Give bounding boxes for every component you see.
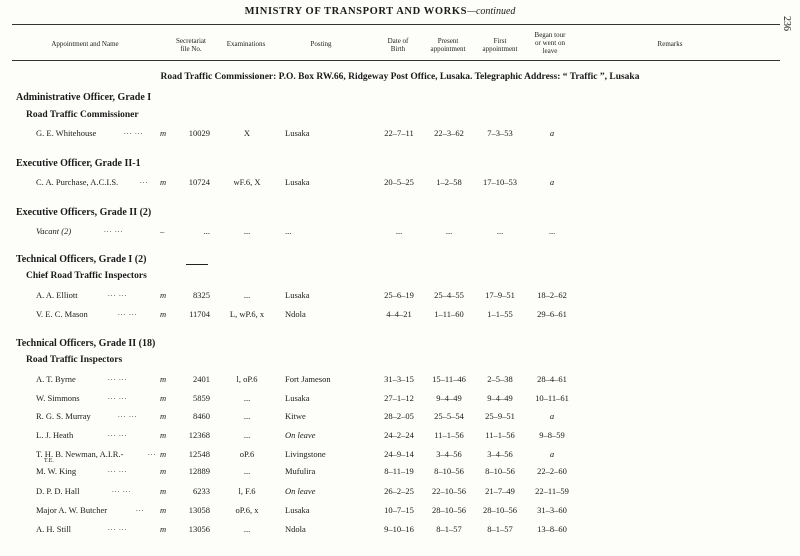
row-dots: ... ... xyxy=(112,486,132,494)
row-posting: Lusaka xyxy=(285,128,310,138)
col-birth xyxy=(378,37,418,53)
row-name: A. H. Still xyxy=(36,524,71,534)
col-present-line2: appointment xyxy=(430,45,466,53)
row-posting: Lusaka xyxy=(285,393,310,403)
page-number: 236 xyxy=(781,16,792,31)
row-name: Major A. W. Butcher xyxy=(36,505,108,515)
header-rule-bottom xyxy=(12,60,780,61)
row-leave: 10–11–61 xyxy=(535,393,569,403)
row-first: 28–10–56 xyxy=(483,505,517,515)
post-road-traffic-inspectors: Road Traffic Inspectors xyxy=(26,355,123,365)
section-exec-officers-ii: Executive Officers, Grade II (2) xyxy=(16,207,152,218)
table-row xyxy=(0,411,790,431)
continued-label: —continued xyxy=(467,6,516,17)
col-birth-line1: Date of xyxy=(387,37,409,45)
row-marital: m xyxy=(160,128,167,138)
row-file-no: 10724 xyxy=(188,177,210,187)
table-row xyxy=(0,226,790,246)
row-marital: m xyxy=(160,466,167,476)
row-birth: 25–6–19 xyxy=(384,290,414,300)
row-dots: ... ... xyxy=(124,128,144,136)
row-first: 8–1–57 xyxy=(487,524,513,534)
row-dots: ... xyxy=(136,505,145,513)
row-first: 25–9–51 xyxy=(485,411,515,421)
row-exams: oP.6 xyxy=(239,449,255,459)
row-file-no: 11704 xyxy=(189,309,210,319)
row-marital: m xyxy=(160,374,167,384)
table-row xyxy=(0,486,790,506)
row-exams: X xyxy=(243,128,251,138)
row-present: 15–11–46 xyxy=(432,374,466,384)
col-file-line1: Secretariat xyxy=(176,37,206,45)
row-dots: ... ... xyxy=(108,374,128,382)
col-first-line1: First xyxy=(493,37,507,45)
row-dots: ... ... xyxy=(108,290,128,298)
page-title xyxy=(0,6,760,17)
row-first: 7–3–53 xyxy=(487,128,513,138)
row-posting: Livingstone xyxy=(285,449,326,459)
row-file-no: 6233 xyxy=(193,486,210,496)
row-dots: ... ... xyxy=(108,524,128,532)
row-marital: m xyxy=(160,524,167,534)
row-leave: 29–6–61 xyxy=(537,309,567,319)
row-exams: ... xyxy=(243,466,251,476)
row-birth: 24–9–14 xyxy=(384,449,414,459)
section-exec-officer-ii1: Executive Officer, Grade II-1 xyxy=(16,158,141,169)
section-admin-officer: Administrative Officer, Grade I xyxy=(16,92,152,103)
row-present: 11–1–56 xyxy=(434,430,464,440)
col-first-line2: appointment xyxy=(482,45,518,53)
col-present xyxy=(420,37,476,53)
row-birth: 10–7–15 xyxy=(384,505,414,515)
row-name: D. P. D. Hall xyxy=(36,486,80,496)
row-file-no: ... xyxy=(203,226,210,236)
row-marital: m xyxy=(160,393,167,403)
table-row xyxy=(0,430,790,450)
table-row xyxy=(0,393,790,413)
row-dots: ... ... xyxy=(108,466,128,474)
row-file-no: 2401 xyxy=(193,374,210,384)
row-present: 22–10–56 xyxy=(432,486,466,496)
row-file-no: 13058 xyxy=(188,505,210,515)
row-file-no: 8460 xyxy=(193,411,210,421)
post-chief-inspectors: Chief Road Traffic Inspectors xyxy=(26,271,147,281)
row-exams: ... xyxy=(243,290,251,300)
row-present: 25–5–54 xyxy=(434,411,464,421)
table-row xyxy=(0,309,790,329)
row-posting: Lusaka xyxy=(285,505,310,515)
row-file-no: 12368 xyxy=(188,430,210,440)
newman-note: T.E. xyxy=(44,458,54,464)
row-posting: On leave xyxy=(285,430,316,440)
col-appointment: Appointment and Name xyxy=(51,40,119,48)
table-row xyxy=(0,374,790,394)
underline-mark xyxy=(186,264,208,265)
row-leave: 28–4–61 xyxy=(537,374,567,384)
row-birth: 28–2–05 xyxy=(384,411,414,421)
row-present: 28–10–56 xyxy=(432,505,466,515)
row-posting: Lusaka xyxy=(285,177,310,187)
row-marital: m xyxy=(160,449,167,459)
row-first: 8–10–56 xyxy=(485,466,515,476)
col-birth-line2: Birth xyxy=(390,45,406,53)
row-name: Vacant (2) xyxy=(36,226,72,236)
row-marital: m xyxy=(160,486,167,496)
office-banner: Road Traffic Commissioner: P.O. Box RW.66, Ridgeway Post Office, Lusaka. Telegraphic Address: “ Traffic ”, Lusaka xyxy=(160,72,640,82)
row-birth: 27–1–12 xyxy=(384,393,414,403)
row-present: 22–3–62 xyxy=(434,128,464,138)
col-exams: Examinations xyxy=(226,40,266,48)
row-present: 25–4–55 xyxy=(434,290,464,300)
row-exams: ... xyxy=(243,411,251,421)
table-row xyxy=(0,466,790,486)
col-leave xyxy=(524,31,576,55)
row-posting: On leave xyxy=(285,486,316,496)
ministry-title: MINISTRY OF TRANSPORT AND WORKS xyxy=(244,6,468,17)
row-leave: 22–2–60 xyxy=(537,466,567,476)
row-leave: 13–8–60 xyxy=(537,524,567,534)
col-leave-line2: or went on xyxy=(535,39,565,47)
row-marital: m xyxy=(160,430,167,440)
row-name: V. E. C. Mason xyxy=(36,309,88,319)
col-leave-line1: Began tour xyxy=(534,31,566,39)
row-present: ... xyxy=(445,226,453,236)
row-first: ... xyxy=(496,226,504,236)
row-leave: a xyxy=(549,411,555,421)
row-file-no: 12889 xyxy=(188,466,210,476)
section-technical-officers-i: Technical Officers, Grade I (2) xyxy=(16,254,147,265)
row-posting: Ndola xyxy=(285,309,306,319)
row-dots: ... ... xyxy=(108,430,128,438)
row-first: 21–7–49 xyxy=(485,486,515,496)
row-name: A. A. Elliott xyxy=(36,290,78,300)
row-exams: wF.6, X xyxy=(233,177,261,187)
row-exams: oP.6, x xyxy=(235,505,259,515)
row-birth: 8–11–19 xyxy=(384,466,414,476)
row-exams: ... xyxy=(243,524,251,534)
section-technical-officers-ii: Technical Officers, Grade II (18) xyxy=(16,338,156,349)
row-exams: L, wP.6, x xyxy=(229,309,265,319)
col-leave-line3: leave xyxy=(542,47,558,55)
row-birth: ... xyxy=(395,226,403,236)
row-marital: m xyxy=(160,309,167,319)
col-posting: Posting xyxy=(310,40,332,48)
row-birth: 22–7–11 xyxy=(384,128,414,138)
row-dots: ... ... xyxy=(118,309,138,317)
row-first: 9–4–49 xyxy=(487,393,513,403)
row-file-no: 12548 xyxy=(188,449,210,459)
row-birth: 26–2–25 xyxy=(384,486,414,496)
row-first: 1–1–55 xyxy=(487,309,513,319)
row-file-no: 10029 xyxy=(188,128,210,138)
col-remarks: Remarks xyxy=(657,40,683,48)
row-leave: a xyxy=(549,128,555,138)
row-marital: – xyxy=(160,226,165,236)
row-birth: 9–10–16 xyxy=(384,524,414,534)
header-rule-top xyxy=(12,24,780,25)
row-leave: a xyxy=(549,177,555,187)
row-posting: Kitwe xyxy=(285,411,306,421)
row-file-no: 13056 xyxy=(188,524,210,534)
row-leave: ... xyxy=(548,226,556,236)
row-dots: ... ... xyxy=(108,393,128,401)
row-file-no: 5859 xyxy=(193,393,210,403)
row-marital: m xyxy=(160,505,167,515)
table-row xyxy=(0,128,790,148)
row-leave: 18–2–62 xyxy=(537,290,567,300)
row-present: 1–11–60 xyxy=(434,309,464,319)
row-birth: 31–3–15 xyxy=(384,374,414,384)
row-posting: Lusaka xyxy=(285,290,310,300)
row-posting: ... xyxy=(285,226,292,236)
row-birth: 4–4–21 xyxy=(386,309,412,319)
row-present: 9–4–49 xyxy=(436,393,462,403)
row-exams: ... xyxy=(243,430,251,440)
row-marital: m xyxy=(160,290,167,300)
row-present: 8–1–57 xyxy=(436,524,462,534)
col-file-line2: file No. xyxy=(180,45,202,53)
post-road-traffic-commissioner: Road Traffic Commissioner xyxy=(26,110,139,120)
row-present: 1–2–58 xyxy=(436,177,462,187)
row-leave: 9–8–59 xyxy=(539,430,565,440)
row-birth: 24–2–24 xyxy=(384,430,414,440)
row-exams: l, F.6 xyxy=(238,486,256,496)
row-leave: 22–11–59 xyxy=(535,486,569,496)
table-row xyxy=(0,524,790,544)
row-dots: ... ... xyxy=(104,226,124,234)
row-name: R. G. S. Murray xyxy=(36,411,91,421)
table-row xyxy=(0,290,790,310)
row-file-no: 8325 xyxy=(193,290,210,300)
col-present-line1: Present xyxy=(437,37,459,45)
row-dots: ... xyxy=(140,177,149,185)
row-first: 2–5–38 xyxy=(487,374,513,384)
row-name: W. Simmons xyxy=(36,393,80,403)
row-first: 3–4–56 xyxy=(487,449,513,459)
row-name: C. A. Purchase, A.C.I.S. xyxy=(36,177,119,187)
row-leave: a xyxy=(549,449,555,459)
row-leave: 31–3–60 xyxy=(537,505,567,515)
row-first: 17–9–51 xyxy=(485,290,515,300)
row-exams: l, oP.6 xyxy=(236,374,258,384)
row-name: M. W. King xyxy=(36,466,77,476)
row-marital: m xyxy=(160,177,167,187)
row-dots: ... xyxy=(148,449,157,457)
col-file-no xyxy=(166,37,216,53)
row-name: G. E. Whitehouse xyxy=(36,128,97,138)
row-exams: ... xyxy=(243,393,251,403)
row-posting: Mufulira xyxy=(285,466,316,476)
table-row xyxy=(0,177,790,197)
row-first: 11–1–56 xyxy=(485,430,515,440)
row-name: T. H. B. Newman, A.I.R.- xyxy=(36,449,124,459)
row-present: 3–4–56 xyxy=(436,449,462,459)
row-birth: 20–5–25 xyxy=(384,177,414,187)
table-row xyxy=(0,505,790,525)
col-first xyxy=(472,37,528,53)
row-dots: ... ... xyxy=(118,411,138,419)
row-name: L. J. Heath xyxy=(36,430,74,440)
row-name: A. T. Byrne xyxy=(36,374,76,384)
row-exams: ... xyxy=(243,226,251,236)
row-posting: Fort Jameson xyxy=(285,374,331,384)
row-present: 8–10–56 xyxy=(434,466,464,476)
row-first: 17–10–53 xyxy=(483,177,517,187)
row-marital: m xyxy=(160,411,167,421)
row-posting: Ndola xyxy=(285,524,306,534)
